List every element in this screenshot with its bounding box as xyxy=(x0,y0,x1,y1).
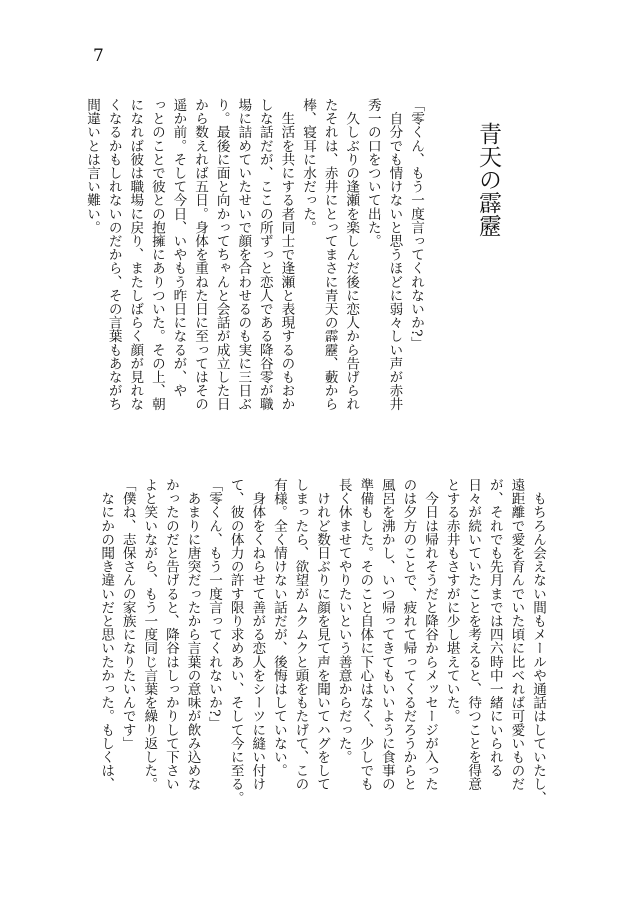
text-line: て、彼の体力の許す限り求めあい、そして今に至る。 xyxy=(227,478,244,805)
text-line: あまりに唐突だったから言葉の意味が飲み込めな xyxy=(184,478,201,791)
text-line: もちろん会えない間もメールや通話はしていたし、 xyxy=(530,478,546,805)
text-line: 遥か前。そして今日、いやもう昨日になるが、や xyxy=(170,98,187,398)
text-line: が、それでも先月までは四六時中一緒にいられる xyxy=(486,478,503,778)
text-line: のは夕方のことで、疲れて帰ってくるだろうからと xyxy=(400,478,417,791)
text-line: から数えれば五日。身体を重ねた日に至ってはその xyxy=(192,98,209,411)
text-line: 「零くん、もう一度言ってくれないか?」 xyxy=(408,98,424,351)
text-line: 棒、寝耳に水だった。 xyxy=(300,98,317,234)
text-line: 今日は帰れそうだと降谷からメッセージが入った xyxy=(422,478,439,791)
text-line: とする赤井もさすがに少し堪えていた。 xyxy=(443,478,460,723)
upper-text-block xyxy=(86,98,426,438)
text-line: 有様。全く情けない話だが、後悔はしていない。 xyxy=(270,478,287,778)
text-line: 長く休ませてやりたいという善意からだった。 xyxy=(335,478,352,764)
text-line: しな話だが、ここの所ずっと恋人である降谷零が職 xyxy=(256,98,273,411)
text-line: 生活を共にする者同士で逢瀬と表現するのもおか xyxy=(278,98,295,411)
text-line: 風呂を沸かし、いつ帰ってきてもいいように食事の xyxy=(378,478,395,791)
text-line: 秀一の口をついて出た。 xyxy=(364,98,381,248)
text-line: になれば彼は職場に戻り、またしばらく顔が見れな xyxy=(127,98,144,411)
text-line: 身体をくねらせて善がる恋人をシーツに縫い付け xyxy=(249,478,266,791)
text-line: しまったら、欲望がムクムクと頭をもたげて、この xyxy=(292,478,309,791)
text-line: 遠距離で愛を育んでいた頃に比べれば可愛いものだ xyxy=(508,478,525,791)
lower-text-block xyxy=(86,478,548,818)
text-line: 間違いとは言い難い。 xyxy=(84,98,101,234)
text-line: よと笑いながら、もう一度同じ言葉を繰り返した。 xyxy=(141,478,158,791)
text-line: 場に詰めていたせいで顔を合わせるのも実に三日ぶ xyxy=(235,98,252,411)
text-line: 日々が続いていたことを考えると、待つことを得意 xyxy=(465,478,482,791)
text-line: かったのだと告げると、降谷はしっかりして下さい xyxy=(162,478,179,791)
chapter-title: 青天の霹靂 xyxy=(475,122,501,237)
text-line: 「僕ね、志保さんの家族になりたいんです」 xyxy=(119,478,136,750)
text-line: なにかの聞き違いだと思いたかった。もしくは、 xyxy=(98,478,115,791)
page-number: 7 xyxy=(93,46,104,66)
text-line: 久しぶりの逢瀬を楽しんだ後に恋人から告げられ xyxy=(343,98,360,411)
text-line: り。最後に面と向かってちゃんと会話が成立した日 xyxy=(213,98,230,411)
text-line: 準備もした。そのこと自体に下心はなく、少しでも xyxy=(357,478,374,791)
text-line: 「零くん、もう一度言ってくれないか?」 xyxy=(206,478,223,731)
text-line: 自分でも情けないと思うほどに弱々しい声が赤井 xyxy=(386,98,403,411)
text-line: たそれは、赤井にとってまさに青天の霹靂、藪から xyxy=(321,98,338,411)
text-line: くなるかもしれないのだから、その言葉もあながち xyxy=(105,98,122,411)
text-line: っとのことで彼との抱擁にありついた。その上、朝 xyxy=(148,98,165,411)
text-line: けれど数日ぶりに顔を見て声を聞いてハグをして xyxy=(314,478,331,791)
